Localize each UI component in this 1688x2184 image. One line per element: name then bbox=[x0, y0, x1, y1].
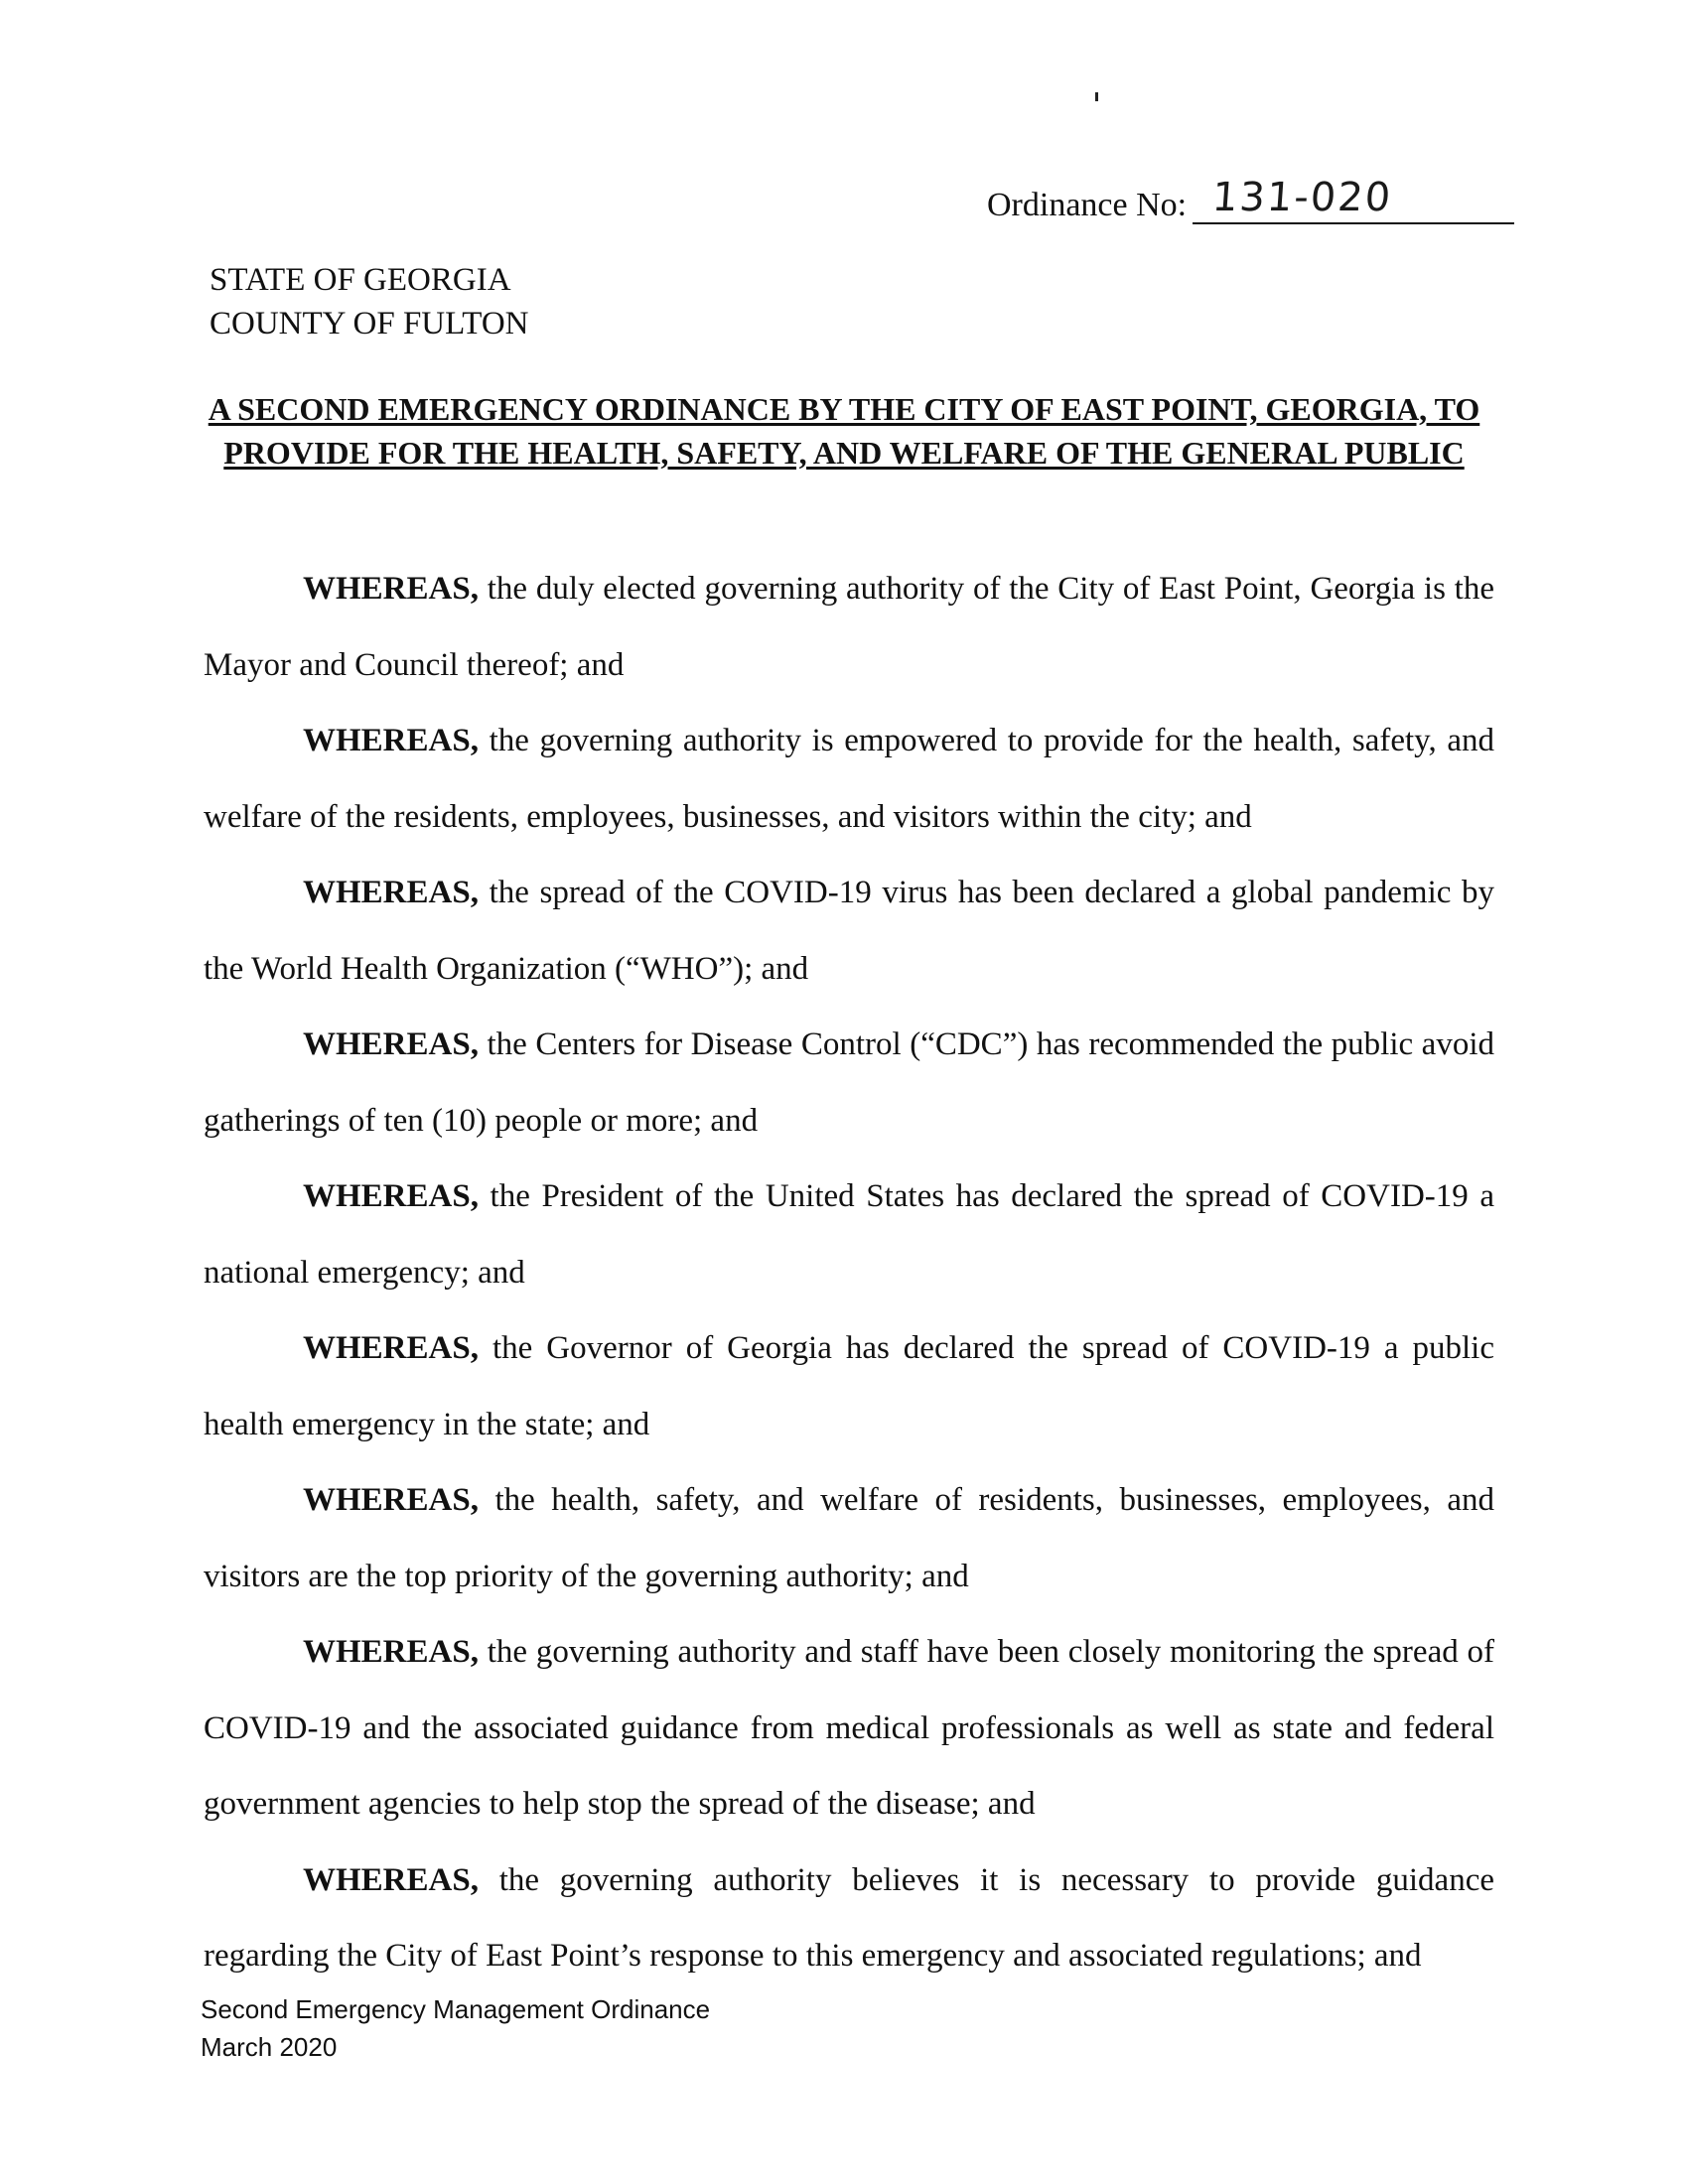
recital-lead: WHEREAS, bbox=[303, 1330, 479, 1366]
page-footer bbox=[201, 1990, 710, 2066]
state-line: STATE OF GEORGIA bbox=[210, 262, 511, 298]
recital-text: the spread of the COVID-19 virus has been declared a global pandemic by the World Health Organization (“WHO”); and bbox=[204, 875, 1494, 987]
recital-paragraph bbox=[204, 1159, 1494, 1310]
jurisdiction-block bbox=[210, 258, 529, 345]
recital-text: the governing authority is empowered to provide for the health, safety, and welfare of the residents, employees, businesses, and visitors within the city; and bbox=[204, 723, 1494, 835]
recital-text: the health, safety, and welfare of residents, businesses, employees, and visitors are the top priority of the governing authority; and bbox=[204, 1482, 1494, 1594]
county-line: COUNTY OF FULTON bbox=[210, 306, 529, 341]
recital-lead: WHEREAS, bbox=[303, 1482, 479, 1518]
recital-paragraph bbox=[204, 1462, 1494, 1614]
ordinance-number-blank bbox=[1193, 175, 1514, 224]
recital-text: the duly elected governing authority of the City of East Point, Georgia is the Mayor and Council thereof; and bbox=[204, 571, 1494, 683]
recital-paragraph bbox=[204, 1614, 1494, 1843]
ordinance-number-label: Ordinance No: bbox=[987, 187, 1188, 223]
recital-lead: WHEREAS, bbox=[303, 1861, 479, 1898]
footer-date: March 2020 bbox=[201, 2032, 338, 2062]
recital-lead: WHEREAS, bbox=[303, 1634, 479, 1670]
ordinance-title: A SECOND EMERGENCY ORDINANCE BY THE CITY OF EAST POINT, GEORGIA, TO PROVIDE FOR THE HEALTH, SAFETY, AND WELFARE OF THE GENERAL PUBLIC bbox=[208, 391, 1480, 471]
recital-text: the President of the United States has declared the spread of COVID-19 a national emergency; and bbox=[204, 1178, 1494, 1291]
recital-lead: WHEREAS, bbox=[303, 723, 479, 758]
recital-text: the governing authority and staff have been closely monitoring the spread of COVID-19 and the associated guidance from medical professionals as well as state and federal government agencies to help stop the spread of the disease; and bbox=[204, 1634, 1494, 1822]
recital-text: the Governor of Georgia has declared the spread of COVID-19 a public health emergency in the state; and bbox=[204, 1330, 1494, 1442]
recital-lead: WHEREAS, bbox=[303, 875, 479, 910]
recital-lead: WHEREAS, bbox=[303, 1026, 479, 1062]
recital-paragraph bbox=[204, 1843, 1494, 1994]
recitals-body bbox=[204, 551, 1494, 1994]
recital-paragraph bbox=[204, 551, 1494, 703]
footer-document-name: Second Emergency Management Ordinance bbox=[201, 1994, 711, 2024]
recital-paragraph bbox=[204, 1007, 1494, 1159]
ordinance-number-handwritten: 131-020 bbox=[1210, 175, 1394, 220]
recital-paragraph bbox=[204, 1310, 1494, 1462]
recital-lead: WHEREAS, bbox=[303, 571, 479, 607]
recital-paragraph bbox=[204, 855, 1494, 1007]
stray-ink-mark bbox=[1095, 92, 1098, 101]
recital-text: the governing authority believes it is necessary to provide guidance regarding the City of East Point’s response to this emergency and associated regulations; and bbox=[204, 1861, 1494, 1974]
ordinance-number-line bbox=[987, 175, 1514, 224]
recital-lead: WHEREAS, bbox=[303, 1178, 479, 1214]
recital-text: the Centers for Disease Control (“CDC”) has recommended the public avoid gatherings of ten (10) people or more; and bbox=[204, 1026, 1494, 1139]
recital-paragraph bbox=[204, 703, 1494, 855]
